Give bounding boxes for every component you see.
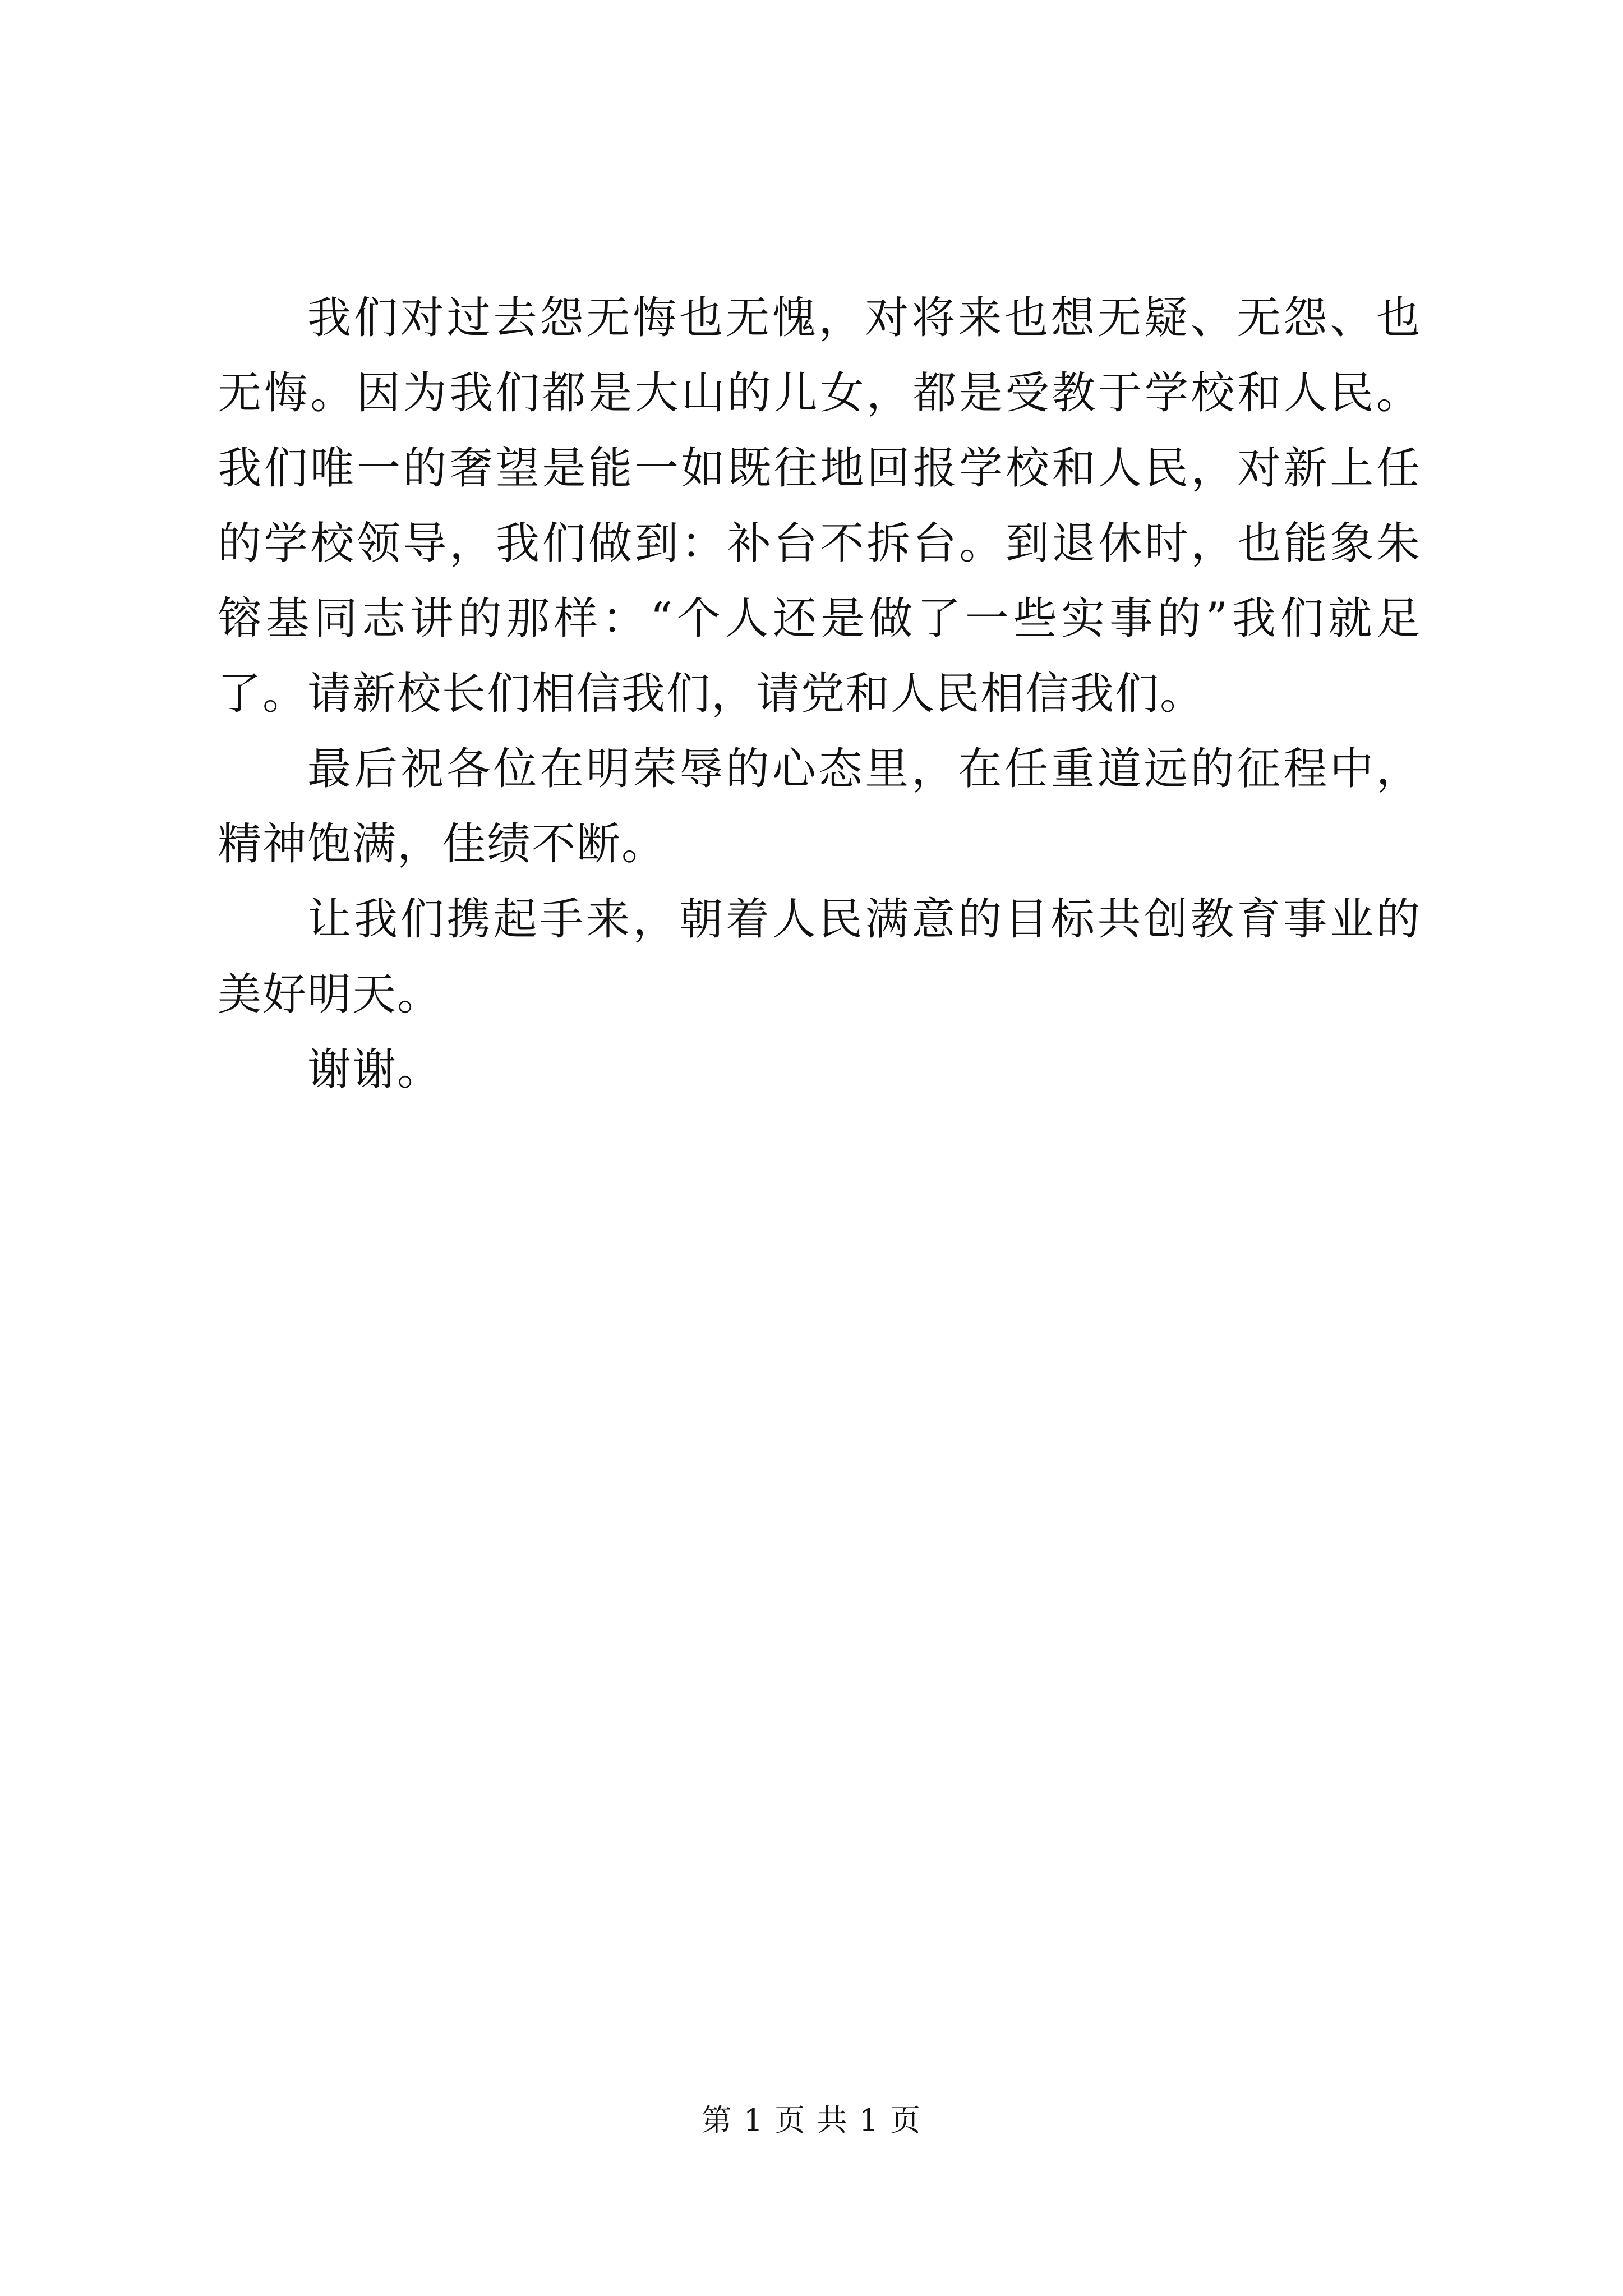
paragraph-2: 最后祝各位在明荣辱的心态里，在任重道远的征程中，精神饱满，佳绩不断。 bbox=[218, 744, 1421, 869]
page-number-footer: 第 1 页 共 1 页 bbox=[701, 2102, 922, 2138]
paragraph-3: 让我们携起手来，朝着人民满意的目标共创教育事业的美好明天。 bbox=[218, 894, 1421, 1020]
paragraph-1: 我们对过去怨无悔也无愧，对将来也想无疑、无怨、也无悔。因为我们都是大山的儿女，都是受教于学校和人民。我们唯一的奢望是能一如既往地回报学校和人民，对新上任的学校领导，我们做到：补台不拆台。到退休时，也能象朱镕基同志讲的那样：“个人还是做了一些实事的”我们就足了。请新校长们相信我们，请党和人民相信我们。 bbox=[218, 293, 1421, 719]
document-body bbox=[218, 280, 1421, 1107]
paragraph-4: 谢谢。 bbox=[307, 1045, 442, 1095]
